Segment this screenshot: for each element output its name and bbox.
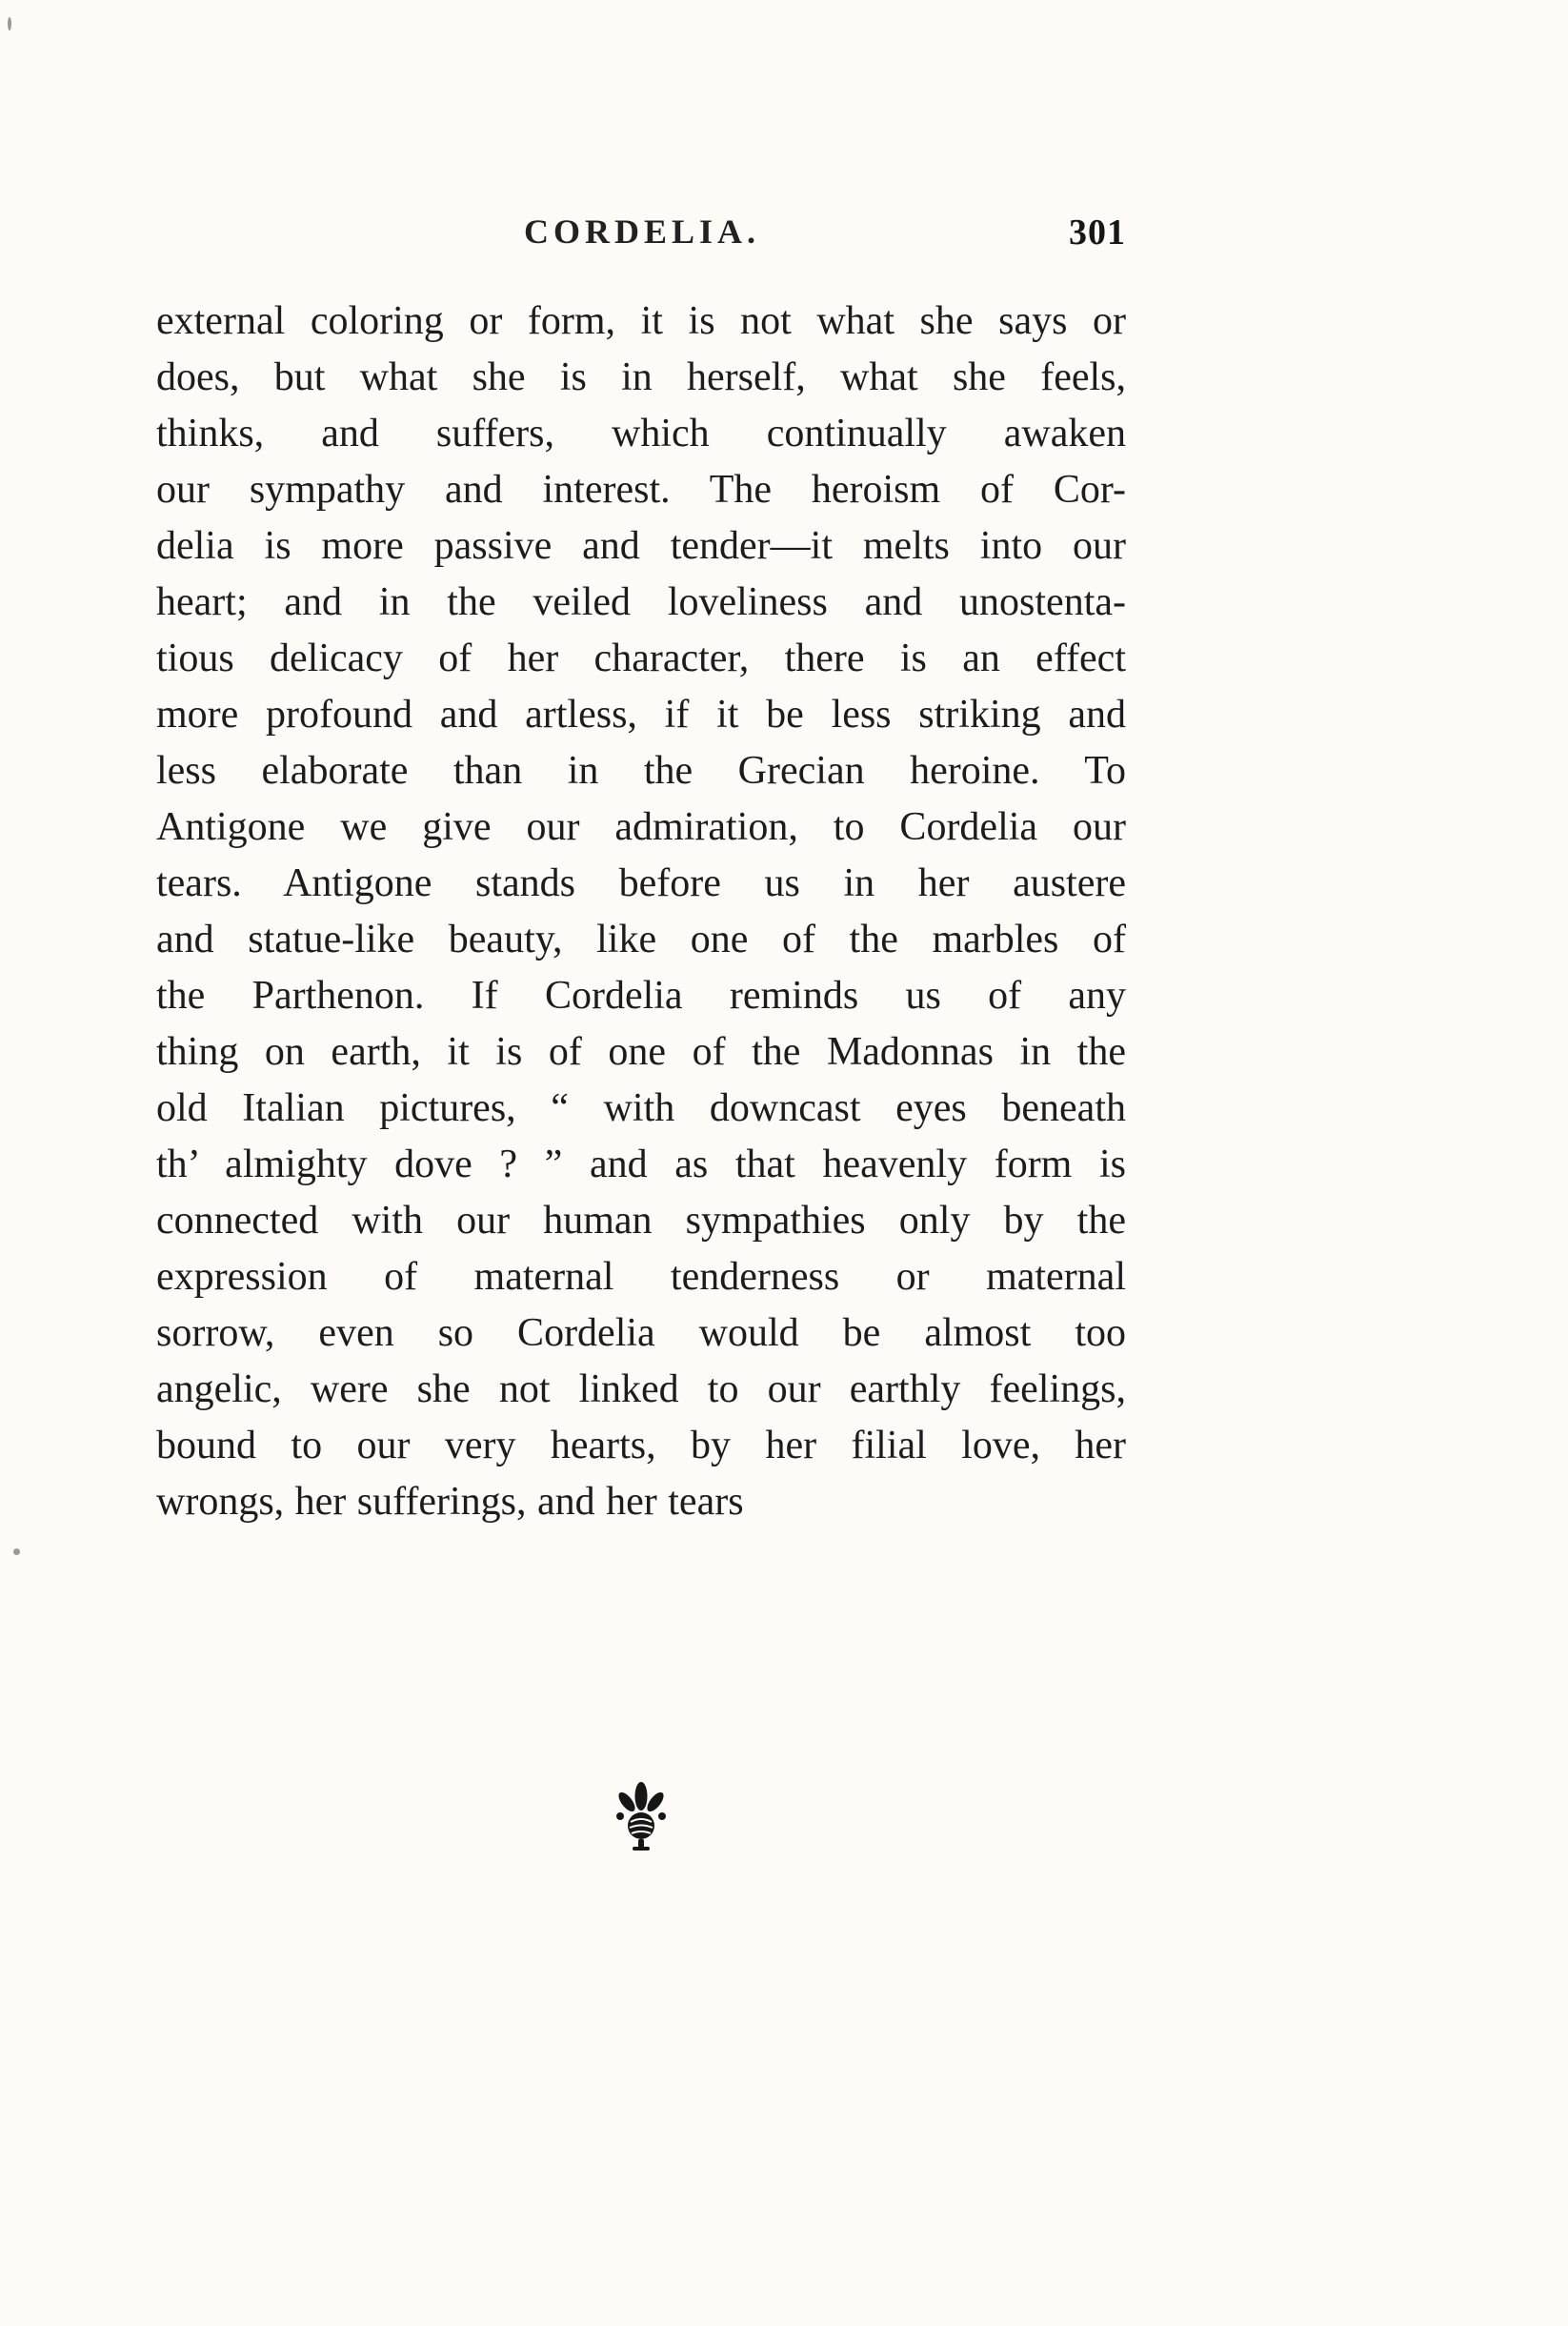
text-line: thinks, and suffers, which continually awaken: [156, 412, 1126, 455]
text-line: external coloring or form, it is not what she says or: [156, 299, 1126, 343]
text-line: sorrow, even so Cordelia would be almost too: [156, 1311, 1126, 1355]
text-line: thing on earth, it is of one of the Madonnas in the: [156, 1030, 1126, 1074]
text-line: Antigone we give our admiration, to Cordelia our: [156, 805, 1126, 849]
text-line: delia is more passive and tender—it melts into our: [156, 524, 1126, 568]
text-line: our sympathy and interest. The heroism of Cor-: [156, 468, 1126, 512]
scan-speck: [8, 17, 11, 30]
fleuron-ornament: [612, 1780, 671, 1854]
text-line: old Italian pictures, “ with downcast eyes beneath: [156, 1086, 1126, 1130]
text-line: bound to our very hearts, by her filial love, her: [156, 1424, 1126, 1467]
tailpiece-container: [0, 1780, 1282, 1859]
text-line: angelic, were she not linked to our earthly feelings,: [156, 1367, 1126, 1411]
text-line: heart; and in the veiled loveliness and unostenta-: [156, 580, 1126, 624]
text-line: less elaborate than in the Grecian heroine. To: [156, 749, 1126, 793]
text-line: wrongs, her sufferings, and her tears: [156, 1480, 744, 1524]
text-line: the Parthenon. If Cordelia reminds us of any: [156, 974, 1126, 1018]
text-line: more profound and artless, if it be less striking and: [156, 693, 1126, 737]
page-number: 301: [1069, 212, 1126, 253]
text-line: th’ almighty dove ? ” and as that heavenly form is: [156, 1143, 1126, 1186]
body-text: [156, 293, 1126, 1530]
text-line: tears. Antigone stands before us in her austere: [156, 861, 1126, 905]
page-header: [158, 212, 1126, 259]
text-line: tious delicacy of her character, there is an effect: [156, 637, 1126, 680]
text-line: does, but what she is in herself, what she feels,: [156, 355, 1126, 399]
running-title: CORDELIA.: [523, 212, 761, 251]
text-line: and statue-like beauty, like one of the marbles of: [156, 918, 1126, 961]
text-line: expression of maternal tenderness or maternal: [156, 1255, 1126, 1299]
scan-speck: [13, 1548, 20, 1555]
text-line: connected with our human sympathies only by the: [156, 1199, 1126, 1243]
